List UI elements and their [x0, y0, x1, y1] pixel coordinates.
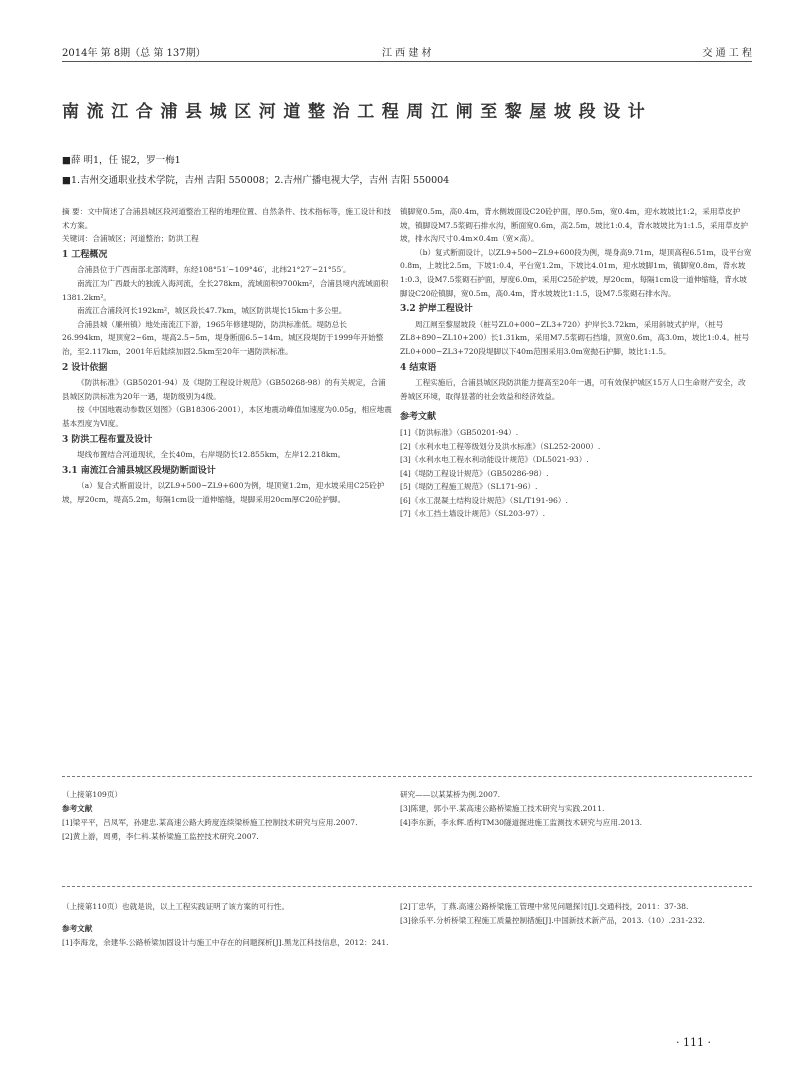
- affiliation: ■1.吉州交通职业技术学院，吉州 吉阳 550008；2.吉州广播电视大学，吉州 吉阳 550004: [62, 175, 450, 186]
- page-number: · 111 ·: [676, 1036, 711, 1049]
- paragraph: 按《中国地震动参数区划图》（GB18306-2001），本区地震动峰值加速度为0.05g，相应地震基本烈度为Ⅵ度。: [62, 405, 392, 428]
- left-column: [62, 205, 392, 506]
- keywords: 关键词：合浦城区；河道整治；防洪工程: [62, 234, 199, 244]
- authors: ■薛 明1，任 锟2，罗一梅1: [62, 155, 181, 166]
- paragraph: （a）复合式断面设计，以ZL9+500~ZL9+600为例，堤顶宽1.2m，迎水坡采用C25砼护坡，厚20cm，堤高5.2m，每隔1cm设一道伸缩缝，堤脚采用20cm厚C20砼护脚。: [62, 481, 385, 504]
- section-3-2-heading: 3.2 护岸工程设计: [400, 304, 473, 315]
- header-journal: 江 西 建 材: [382, 48, 432, 59]
- paragraph: 《防洪标准》（GB50201-94）及《堤防工程设计规范》（GB50268-98）的有关规定，合浦县城区防洪标准为20年一遇，堤防级别为4级。: [62, 378, 386, 401]
- band-1-left: [62, 788, 392, 844]
- reference-item: [4]《堤防工程设计规范》（GB50286-98）.: [400, 468, 549, 478]
- reference-item: [2]丁忠华，丁燕.高速公路桥梁施工管理中常见问题探讨[J].交通科技，2011：37-38.: [400, 902, 689, 911]
- header-issue: 2014年 第 8期（总 第 137期）: [62, 48, 206, 59]
- reference-item: [1]《防洪标准》（GB50201-94）.: [400, 427, 519, 437]
- continuation-note: （上接第110页）也就是说，以上工程实践证明了该方案的可行性。: [62, 902, 290, 911]
- header-rule: [62, 61, 752, 62]
- reference-item: [1]梁平平，吕凤军，孙建忠.某高速公路大跨度连续梁桥施工控制技术研究与应用.2007.: [62, 818, 358, 827]
- reference-item: [2]《水利水电工程等级划分及洪水标准》（SL252-2000）.: [400, 441, 601, 451]
- section-3-heading: 3 防洪工程布置及设计: [62, 434, 153, 445]
- reference-item: [3]陈建，郭小平.某高速公路桥梁施工技术研究与实践.2011.: [400, 804, 605, 813]
- paragraph: 南流江为广西最大的独流入海河流，全长278km，流域面积9700km²，合浦县境内流域面积1381.2km²。: [62, 278, 389, 302]
- paragraph: 合浦县位于广西南部北部湾畔，东经108°51′~109°46′，北纬21°27′~21°55′。: [77, 265, 351, 275]
- paragraph: 堤线布置结合河道现状，全长40m，右岸堤防长12.855km，左岸12.218km。: [77, 450, 346, 460]
- paragraph: 周江闸至黎屋坡段（桩号ZL0+000~ZL3+720）护岸长3.72km，采用斜坡式护岸，（桩号ZL8+890~ZL10+200）长1.31km，采用M7.5浆砌石挡墙，顶宽0.6m，高3.0m，坡比1:0.4。桩号ZL0+000~ZL3+720段堤脚以下40m范围采用3.0m宽抛石护脚，坡比1:1.5。: [400, 319, 750, 356]
- references-heading: 参考文献: [400, 412, 437, 423]
- reference-item: [6]《水工混凝土结构设计规范》（SL/T191-96）.: [400, 495, 568, 505]
- references-heading: 参考文献: [62, 804, 93, 813]
- reference-item: [1]李海龙，余建华.公路桥梁加固设计与施工中存在的问题探析[J].黑龙江科技信息，2012：241.: [62, 938, 389, 947]
- right-column: [400, 205, 752, 521]
- references-heading: 参考文献: [62, 924, 93, 933]
- article-title: 南流江合浦县城区河道整治工程周江闸至黎屋坡段设计: [62, 102, 653, 122]
- paragraph: （b）复式断面设计，以ZL9+500~ZL9+600段为例，堤身高9.71m，堤顶高程6.51m，设平台宽0.8m，上坡比2.5m，下坡1:0.4，平台宽1.2m，下坡比4.01m，迎水坡脚1m，镇脚宽0.8m，背水坡1:0.3，设M7.5浆砌石护面，厚度6.0m，采用C25砼护坡，厚20cm，每隔1cm设一道伸缩缝，背水坡脚设C20砼镇脚，宽0.5m，高0.4m，背水坡坡比1:1.5，设M7.5浆砌石排水沟。: [400, 247, 752, 298]
- cut-line: [62, 886, 752, 887]
- band-1-right: [400, 788, 752, 830]
- abstract: 摘 要：文中简述了合浦县城区段河道整治工程的地理位置、自然条件、技术指标等，施工设计和技术方案。: [62, 207, 391, 230]
- reference-item: [3]《水利水电工程水利动能设计规范》（DL5021-93）.: [400, 455, 589, 465]
- running-header: [62, 44, 752, 58]
- section-4-heading: 4 结束语: [400, 362, 437, 373]
- paragraph: 南流江合浦段河长192km²，城区段长47.7km，城区防洪堤长15km十多公里。: [77, 306, 347, 316]
- paragraph: 合浦县城（廉州镇）地处南流江下游，1965年修建堤防，防洪标准低。堤防总长26.994km，堤顶宽2~6m，堤高2.5~5m，堤身断面6.5~14m。城区段堤防于1999年开始整治，至2.117km，2001年后陆续加固2.5km至20年一遇防洪标准。: [62, 319, 384, 356]
- reference-item: [7]《水工挡土墙设计规范》（SL203-97）.: [400, 509, 546, 519]
- section-2-heading: 2 设计依据: [62, 362, 108, 373]
- header-section: 交 通 工 程: [702, 48, 752, 59]
- reference-item: [2]黄上游，周勇，李仁科.某桥梁施工监控技术研究.2007.: [62, 832, 259, 841]
- band-2-left: [62, 900, 392, 950]
- reference-item: [5]《堤防工程施工规范》（SL171-96）.: [400, 482, 538, 492]
- cut-line: [62, 776, 752, 777]
- reference-item: [4]李东新，李永辉.盾构TM30隧道掘进施工监测技术研究与应用.2013.: [400, 818, 643, 827]
- reference-item: 研究——以某某桥为例.2007.: [400, 790, 501, 799]
- paragraph: 镇脚宽0.5m，高0.4m，背水侧坡面设C20砼护面，厚0.5m，宽0.4m，迎水坡坡比1:2，采用草皮护坡，镇脚设M7.5浆砌石排水沟，断面宽0.6m，高2.5m，坡比1:0.4，背水坡坡比为1:1.5，采用草皮护坡，排水沟尺寸0.4m×0.4m（宽×高）。: [400, 207, 748, 244]
- section-1-heading: 1 工程概况: [62, 249, 108, 260]
- section-3-1-heading: 3.1 南流江合浦县城区段堤防断面设计: [62, 465, 216, 476]
- continuation-note: （上接第109页）: [62, 790, 123, 799]
- reference-item: [3]徐乐平.分析桥梁工程施工质量控制措施[J].中国新技术新产品，2013.（10）.231-232.: [400, 916, 705, 925]
- band-2-right: [400, 900, 752, 928]
- paragraph: 工程实施后，合浦县城区段防洪能力提高至20年一遇，可有效保护城区15万人口生命财产安全，改善城区环境，取得显著的社会效益和经济效益。: [400, 378, 746, 401]
